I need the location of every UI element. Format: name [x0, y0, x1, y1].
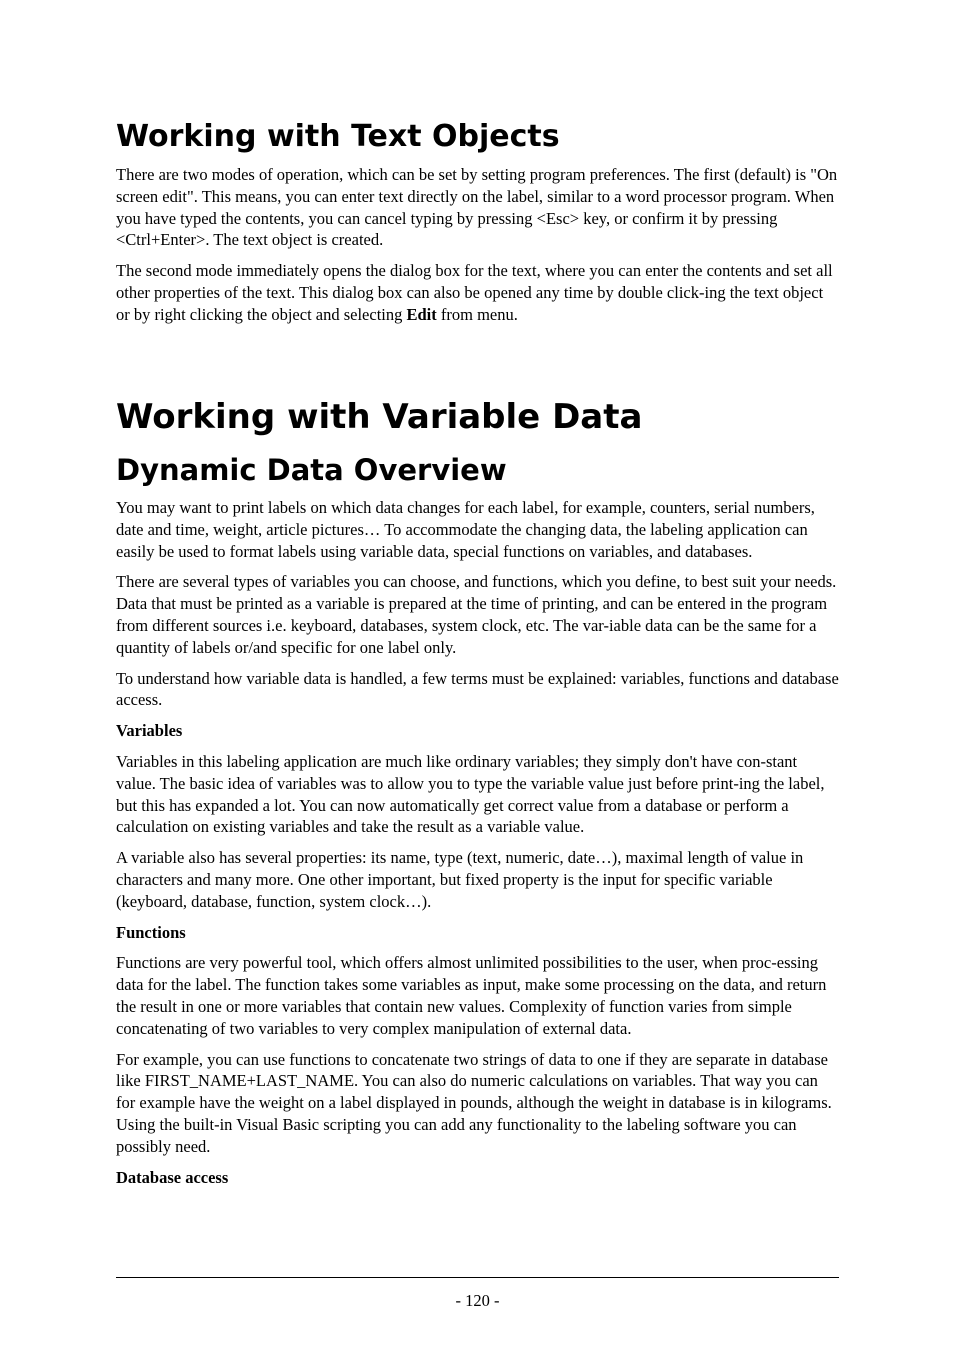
document-page	[116, 0, 839, 1350]
paragraph: There are two modes of operation, which can be set by setting program preferences. The first (default) is "On screen edit". This means, you can enter text directly on the label, similar to a word processor program. When you have typed the contents, you can cancel typing by pressing <Esc> key, or confirm it by pressing <Ctrl+Enter>. The text object is created.	[116, 165, 838, 250]
footer-divider	[116, 1277, 839, 1278]
paragraph: You may want to print labels on which data changes for each label, for example, counters, serial numbers, date and time, weight, article pictures… To accommodate the changing data, the labeling application can easily be used to format labels using variable data, special functions on variables, and databases.	[116, 498, 815, 561]
paragraph: A variable also has several properties: its name, type (text, numeric, date…), maximal length of value in characters and many more. One other important, but fixed property is the input for specific variable (keyboard, database, function, system clock…).	[116, 848, 804, 911]
database-access-heading: Database access	[116, 1167, 229, 1187]
paragraph-text: from menu.	[436, 304, 518, 324]
heading-working-with-text-objects: Working with Text Objects	[116, 119, 560, 154]
subheading-dynamic-data-overview: Dynamic Data Overview	[116, 453, 507, 487]
paragraph: Variables in this labeling application are much like ordinary variables; they simply don't have con-stant value. The basic idea of variables was to allow you to type the variable value just before print-ing the label, but this has expanded a lot. You can now automatically get correct value from a database or perform a calculation on existing variables and take the result as a variable value.	[116, 751, 825, 837]
heading-working-with-variable-data: Working with Variable Data	[116, 397, 643, 437]
paragraph	[116, 260, 839, 325]
variables-heading: Variables	[116, 721, 183, 741]
text-objects-body	[116, 164, 839, 335]
functions-heading: Functions	[116, 922, 186, 942]
paragraph: To understand how variable data is handled, a few terms must be explained: variables, functions and database access.	[116, 668, 839, 710]
variable-data-body	[116, 497, 839, 1197]
paragraph: Functions are very powerful tool, which offers almost unlimited possibilities to the user, when proc-essing data for the label. The function takes some variables as input, make some processing on the data, and return the result in one or more variables that contain new values. Complexity of function varies from simple concatenating of two variables to very complex manipulation of external data.	[116, 953, 827, 1038]
paragraph-text: The second mode immediately opens the dialog box for the text, where you can enter the contents and set all other properties of the text. This dialog box can also be opened any time by double click-ing the text object or by right clicking the object and selecting	[116, 261, 833, 324]
paragraph: For example, you can use functions to concatenate two strings of data to one if they are separate in database like FIRST_NAME+LAST_NAME. You can also do numeric calculations on variables. That way you can for example have the weight on a label displayed in pounds, although the weight in database is in kilograms. Using the built-in Visual Basic scripting you can add any functionality to the labeling software you can possibly need.	[116, 1049, 832, 1156]
page-number: - 120 -	[455, 1291, 500, 1310]
paragraph: There are several types of variables you can choose, and functions, which you define, to best suit your needs. Data that must be printed as a variable is prepared at the time of printing, and can be entered in the program from different sources i.e. keyboard, databases, system clock, etc. The var-iable data can be the same for a quantity of labels or/and specific for one label only.	[116, 572, 837, 657]
paragraph-bold-text: Edit	[406, 304, 437, 324]
